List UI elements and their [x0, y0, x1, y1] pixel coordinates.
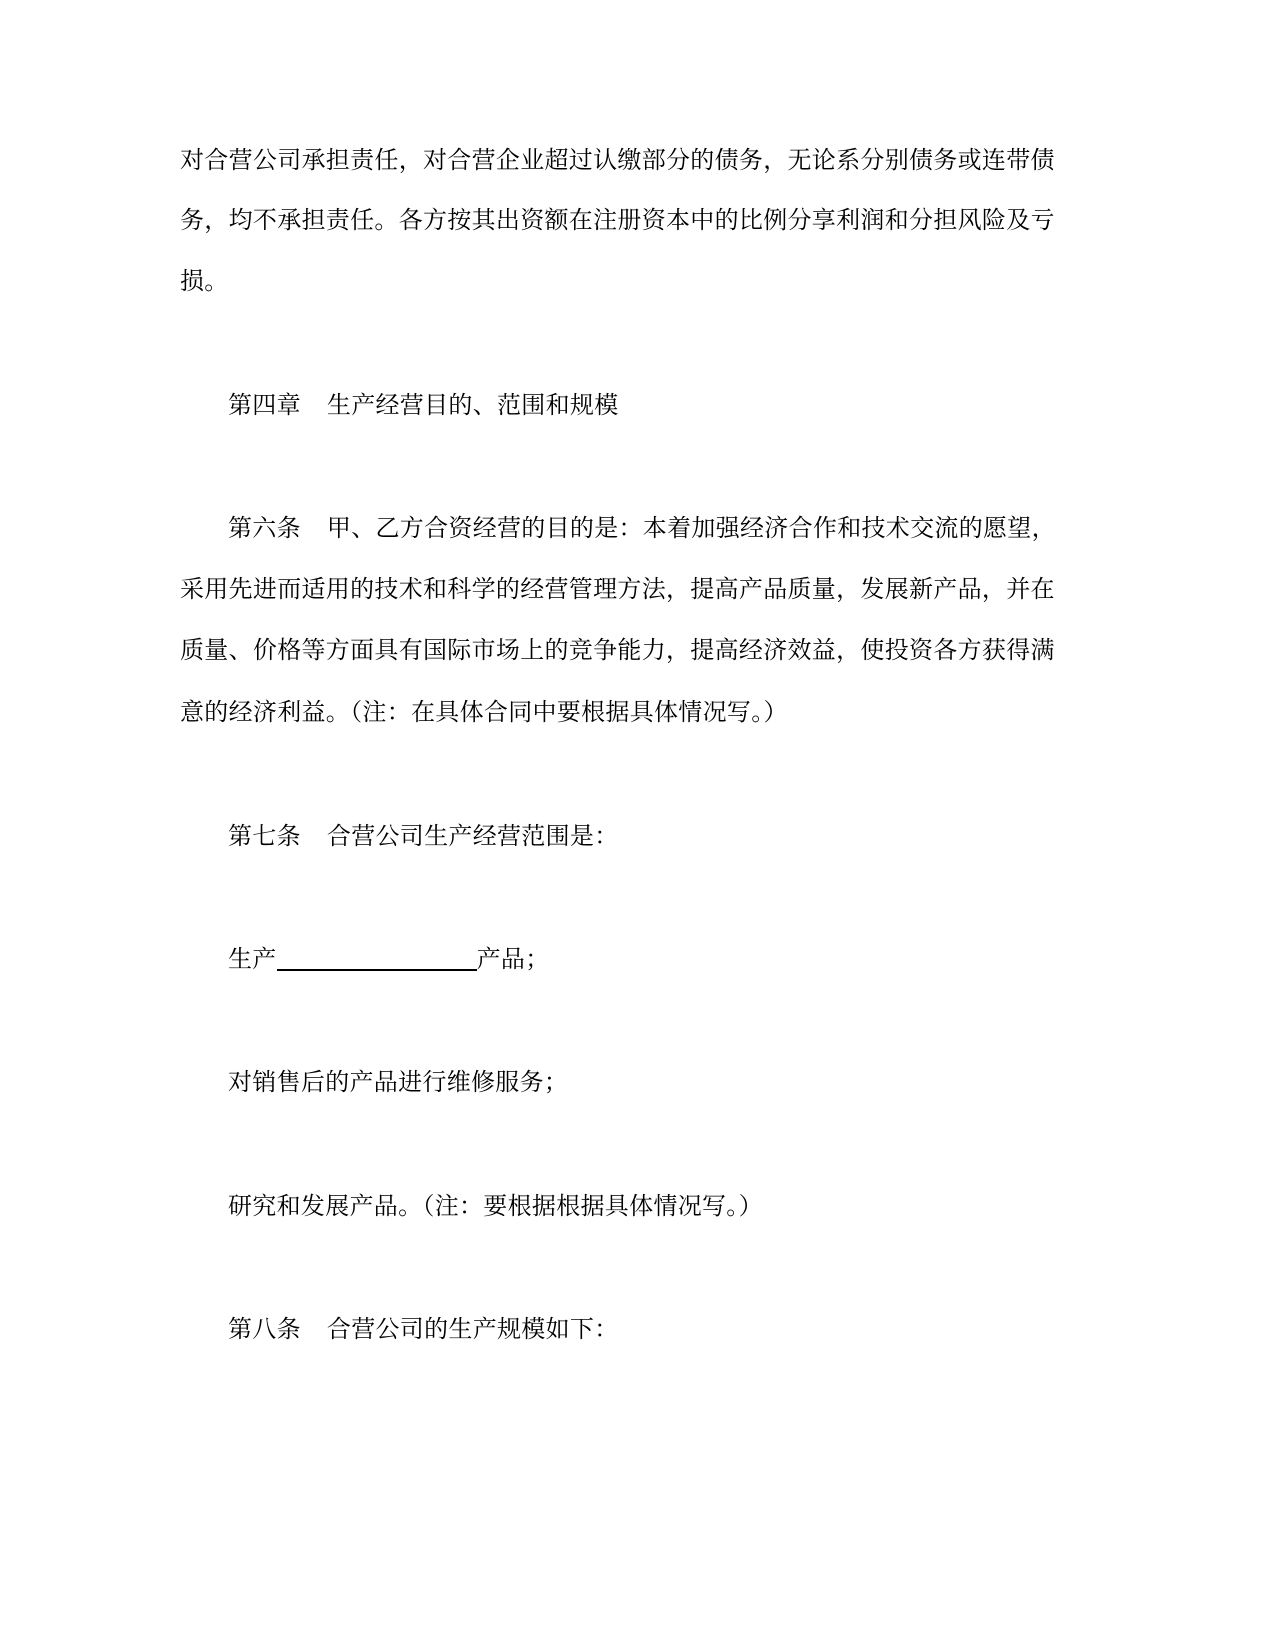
article-6-line-3: 质量、价格等方面具有国际市场上的竞争能力，提高经济效益，使投资各方获得满: [180, 636, 1055, 664]
liability-paragraph-line-1: 对合营公司承担责任，对合营企业超过认缴部分的债务，无论系分别债务或连带债: [180, 146, 1055, 174]
item-1-prefix: 生产: [228, 945, 277, 973]
product-name-blank: [277, 945, 477, 971]
article-7-text: 合营公司生产经营范围是：: [326, 822, 619, 850]
chapter-4-heading: [228, 389, 619, 421]
article-7-item-1: [228, 943, 550, 975]
liability-paragraph-line-3: 损。: [180, 267, 229, 295]
article-7-item-3: 研究和发展产品。（注：要根据根据具体情况写。）: [228, 1192, 763, 1220]
article-6-line-2: 采用先进而适用的技术和科学的经营管理方法，提高产品质量，发展新产品，并在: [180, 575, 1055, 603]
chapter-4-title: 生产经营目的、范围和规模: [326, 391, 619, 419]
chapter-4-label: 第四章: [228, 391, 301, 419]
liability-paragraph-line-2: 务，均不承担责任。各方按其出资额在注册资本中的比例分享利润和分担风险及亏: [180, 206, 1055, 234]
article-8-text: 合营公司的生产规模如下：: [326, 1315, 619, 1343]
article-7-heading: [228, 820, 619, 852]
article-6-line-4: 意的经济利益。（注：在具体合同中要根据具体情况写。）: [180, 698, 788, 726]
article-6-text-1: 甲、乙方合资经营的目的是：本着加强经济合作和技术交流的愿望，: [326, 514, 1056, 542]
article-7-label: 第七条: [228, 822, 301, 850]
article-7-item-2: 对销售后的产品进行维修服务；: [228, 1068, 569, 1096]
article-8-label: 第八条: [228, 1315, 301, 1343]
article-6-label: 第六条: [228, 514, 301, 542]
item-1-suffix: 产品；: [476, 945, 550, 973]
article-6-line-1: [228, 512, 1056, 544]
article-8-heading: [228, 1313, 619, 1345]
